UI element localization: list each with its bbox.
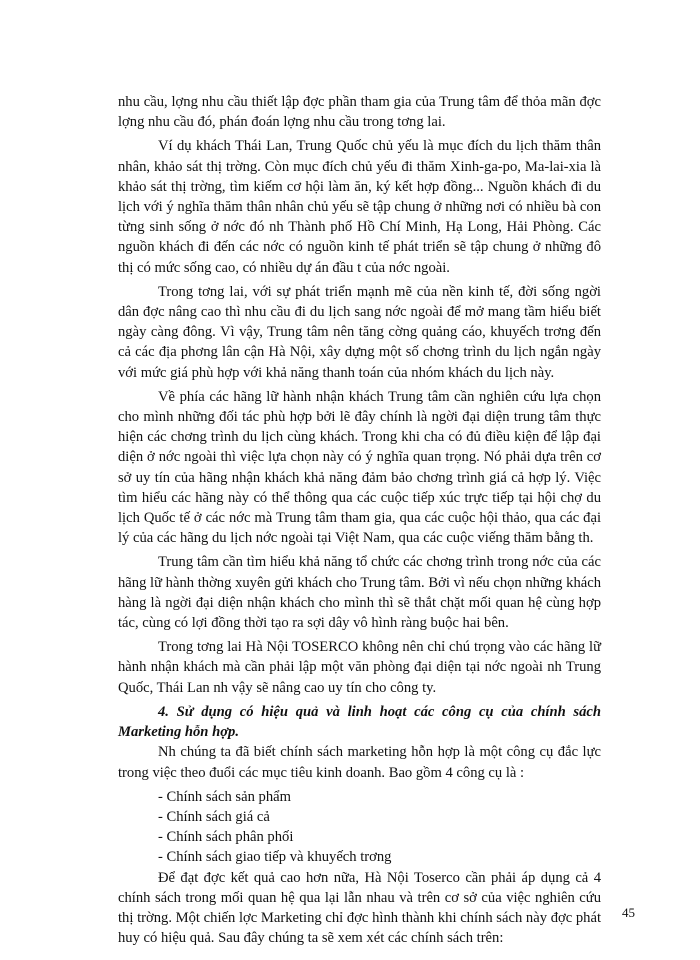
list-item: - Chính sách giao tiếp và khuyếch trơng [158,849,392,866]
paragraph-2: Ví dụ khách Thái Lan, Trung Quốc chủ yếu là mục đích du lịch thăm thân nhân, khảo sát thị trờng. Còn mục đích chủ yếu đi thăm Xinh-ga-po, Ma-lai-xia là khảo sát thị trờng, tìm kiếm cơ hội làm ăn, ký kết hợp đồng... Nguồn khách đi du lịch với ý nghĩa thăm thân nhân chủ yếu sẽ tập chung ở những nơi có nhiều bà con từng sinh sống ở nớc đó nh Thành phố Hồ Chí Minh, Hạ Long, Hải Phòng. Các nguồn khách đi đến các nớc có nguồn kinh tế phát triển sẽ tập chung ở những đô thị có mức sống cao, có nhiều dự án đầu t của nớc ngoài. [118,138,601,276]
page-body [118,92,601,952]
list-item: - Chính sách sản phẩm [158,788,291,805]
paragraph-final: Để đạt đợc kết quả cao hơn nữa, Hà Nội Toserco cần phải áp dụng cả 4 chính sách trong mối quan hệ qua lại lẫn nhau và trên cơ sở của việc nghiên cứu thị trờng. Một chiến lợc Marketing chỉ đợc hình thành khi chính sách này đợc phát huy có hiệu quả. Sau đây chúng ta sẽ xem xét các chính sách trên: [118,869,601,947]
paragraph-5: Trung tâm cần tìm hiểu khả năng tổ chức các chơng trình trong nớc của các hãng lữ hành thờng xuyên gửi khách cho Trung tâm. Bởi vì nếu chọn những khách hàng là ngời đại diện nhận khách cho mình thì sẽ thắt chặt mối quan hệ cùng hợp tác, cùng có lợi đồng thời tạo ra sợi dây vô hình ràng buộc hai bên. [118,554,601,632]
page-number: 45 [622,905,635,920]
paragraph-4: Về phía các hãng lữ hành nhận khách Trung tâm cần nghiên cứu lựa chọn cho mình những đối tác phù hợp bởi lẽ đây chính là ngời đại diện trung tâm thực hiện các chơng trình du lịch cùng khách. Trong khi cha có đủ điều kiện để lập đại diện ở nớc ngoài thì việc lựa chọn này có ý nghĩa quan trọng. Nó phải dựa trên cơ sở uy tín của hãng nhận khách khả năng đảm bảo chơng trình giá cả hợp lý. Việc tìm hiểu các hãng này có thể thông qua các cuộc tiếp xúc trực tiếp tại hội chợ du lịch Quốc tế ở các nớc mà Trung tâm tham gia, qua các cuộc hội thảo, qua các đại lý của các hãng du lịch nớc ngoài tại Việt Nam, qua các cuộc viếng thăm bằng th. [118,388,601,547]
paragraph-3: Trong tơng lai, với sự phát triển mạnh mẽ của nền kinh tế, đời sống ngời dân đợc nâng cao thì nhu cầu đi du lịch sang nớc ngoài để mở mang tầm hiểu biết ngày càng đông. Vì vậy, Trung tâm nên tăng cờng quảng cáo, khuyếch trơng đến cả các địa phơng lân cận Hà Nội, xây dựng một số chơng trình du lịch ngắn ngày với mức giá phù hợp với khả năng thanh toán của nhóm khách du lịch này. [118,283,601,381]
section-heading: 4. Sử dụng có hiệu quả và linh hoạt các công cụ của chính sách Marketing hỗn hợp. [118,703,601,741]
list-item: - Chính sách giá cả [158,808,270,825]
paragraph-6: Trong tơng lai Hà Nội TOSERCO không nên chỉ chú trọng vào các hãng lữ hành nhận khách mà cần phải lập một văn phòng đại diện tại nớc ngoài nh Trung Quốc, Thái Lan nh vậy sẽ nâng cao uy tín cho công ty. [118,639,601,696]
paragraph-1: nhu cầu, lợng nhu cầu thiết lập đợc phần tham gia của Trung tâm để thỏa mãn đợc lợng nhu cầu đó, phán đoán lợng nhu cầu trong tơng lai. [118,94,601,131]
paragraph-intro: Nh chúng ta đã biết chính sách marketing hỗn hợp là một công cụ đắc lực trong việc theo đuổi các mục tiêu kinh doanh. Bao gồm 4 công cụ là : [118,744,601,781]
list-item: - Chính sách phân phối [158,829,294,846]
policy-list [118,787,601,868]
